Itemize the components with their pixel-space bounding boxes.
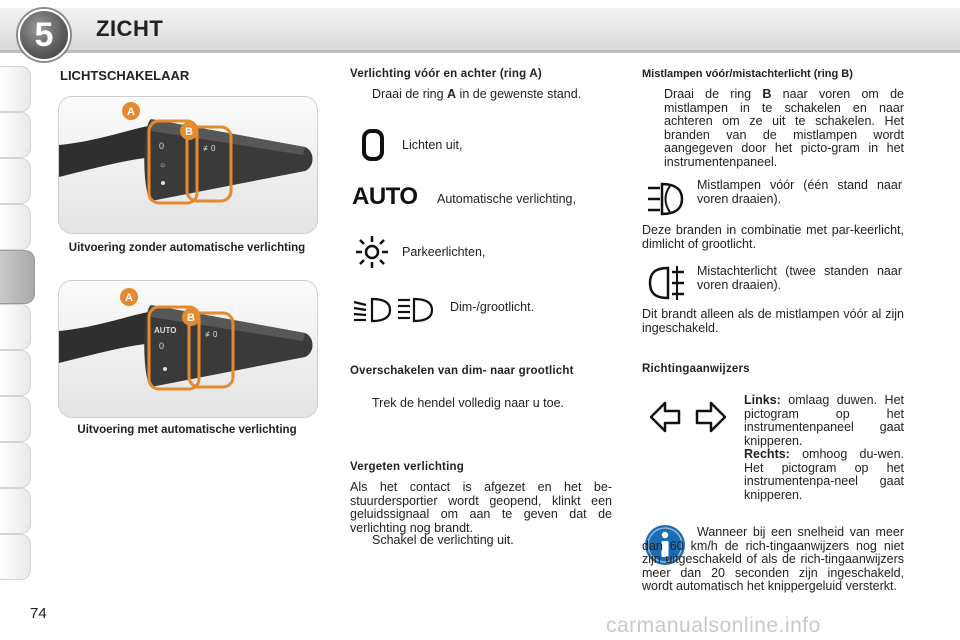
indicators-heading: Richtingaanwijzers (642, 363, 750, 375)
front-rear-lights-heading: Verlichting vóór en achter (ring A) (350, 68, 542, 80)
ring-b-instruction: Draai de ring B naar voren om de mistlampen in te schakelen en naar achteren om ze uit te schakelen. Het branden van de mistlampen wordt aangegeven door het picto-gram in het instrumentenpaneel. (642, 88, 904, 169)
bullet-arrow-icon (350, 88, 372, 102)
section-title: LICHTSCHAKELAAR (60, 68, 190, 83)
chapter-tab[interactable] (0, 350, 31, 396)
light-stalk-illustration (59, 97, 317, 233)
indicator-info-text: Wanneer bij een snelheid van meer dan 60 km/h de rich-tingaanwijzers nog niet zijn uitgeschakeld of als de rich-tingaanwijzers meer dan 20 seconden zijn ingeschakeld, wordt automatisch het knippergeluid versterkt. (642, 525, 904, 593)
ring-b-label: B (185, 126, 193, 138)
rear-fog-text: Mistachterlicht (twee standen naar voren draaien). (697, 264, 902, 292)
forgotten-lights-heading: Vergeten verlichting (350, 461, 464, 473)
ring-a-label: A (127, 106, 135, 118)
mode-auto-label: Automatische verlichting, (437, 192, 576, 206)
svg-text:0: 0 (159, 141, 165, 151)
mode-off-label: Lichten uit, (402, 138, 463, 152)
stalk-photo-manual (58, 96, 318, 234)
stalk-photo-auto (58, 280, 318, 418)
ring-a-label: A (125, 292, 133, 304)
watermark: carmanualsonline.info (606, 614, 821, 637)
bullet-arrow-icon (350, 534, 372, 548)
chapter-tab[interactable] (0, 66, 31, 112)
rear-fog-condition-text: Dit brandt alleen als de mistlampen vóór al zijn ingeschakeld. (642, 307, 904, 335)
dipped-main-beam-icon (352, 296, 436, 324)
photo-caption-manual: Uitvoering zonder automatische verlichting (68, 242, 306, 254)
switch-beam-heading: Overschakelen van dim- naar grootlicht (350, 365, 574, 377)
bullet-arrow-icon (642, 88, 664, 169)
chapter-tab[interactable] (0, 488, 31, 534)
forgotten-lights-text: Als het contact is afgezet en het be-stuurdersportier wordt geopend, klinkt een geluidssignaal om aan te geven dat de verlichting nog brandt. (350, 480, 612, 535)
header-divider (0, 50, 960, 53)
chapter-tab[interactable] (0, 396, 31, 442)
svg-text:≢0: ≢0 (205, 330, 218, 339)
svg-text:☼: ☼ (159, 160, 167, 169)
chapter-tabs (0, 66, 34, 576)
switch-beam-instruction: Trek de hendel volledig naar u toe. (350, 397, 612, 411)
chapter-tab[interactable] (0, 158, 31, 204)
chapter-tab[interactable] (0, 112, 31, 158)
ring-b-label: B (187, 312, 195, 324)
auto-stalk-text: AUTO (154, 326, 177, 335)
front-fog-text: Mistlampen vóór (één stand naar voren draaien). (697, 178, 902, 206)
fog-lights-heading: Mistlampen vóór/mistachterlicht (ring B) (642, 68, 853, 80)
svg-text:≢0: ≢0 (203, 144, 216, 153)
chapter-title: ZICHT (96, 16, 164, 41)
zero-icon (360, 128, 388, 162)
front-fog-light-icon (646, 180, 686, 218)
chapter-number-badge: 5 (18, 9, 70, 61)
page-number: 74 (30, 605, 47, 622)
chapter-tab[interactable] (0, 304, 31, 350)
chapter-tab[interactable] (0, 442, 31, 488)
svg-text:0: 0 (159, 341, 165, 351)
auto-icon: AUTO (352, 183, 418, 210)
rear-fog-light-icon (646, 264, 686, 302)
right-indicator-text: Rechts: omhoog du-wen. Het pictogram op het instrumentenpa-neel gaat knipperen. (744, 447, 904, 502)
chapter-tab[interactable] (0, 534, 31, 580)
mode-parking-label: Parkeerlichten, (402, 245, 486, 259)
mode-dipped-label: Dim-/grootlicht. (450, 300, 535, 314)
ring-a-instruction: Draai de ring A in de gewenste stand. (350, 88, 612, 102)
bullet-arrow-icon (350, 397, 372, 411)
right-indicator-arrow-icon (694, 400, 728, 434)
light-stalk-auto-illustration (59, 281, 317, 417)
parking-light-icon (354, 234, 390, 270)
left-indicator-arrow-icon (648, 400, 682, 434)
front-fog-combination-text: Deze branden in combinatie met par-keerlicht, dimlicht of grootlicht. (642, 223, 904, 251)
left-indicator-text: Links: omlaag duwen. Het pictogram op het instrumentenpaneel gaat knipperen. (744, 393, 904, 448)
forgotten-lights-instruction: Schakel de verlichting uit. (350, 534, 612, 548)
photo-caption-auto: Uitvoering met automatische verlichting (77, 424, 297, 436)
chapter-tab[interactable] (0, 204, 31, 250)
chapter-tab-active[interactable] (0, 250, 35, 304)
